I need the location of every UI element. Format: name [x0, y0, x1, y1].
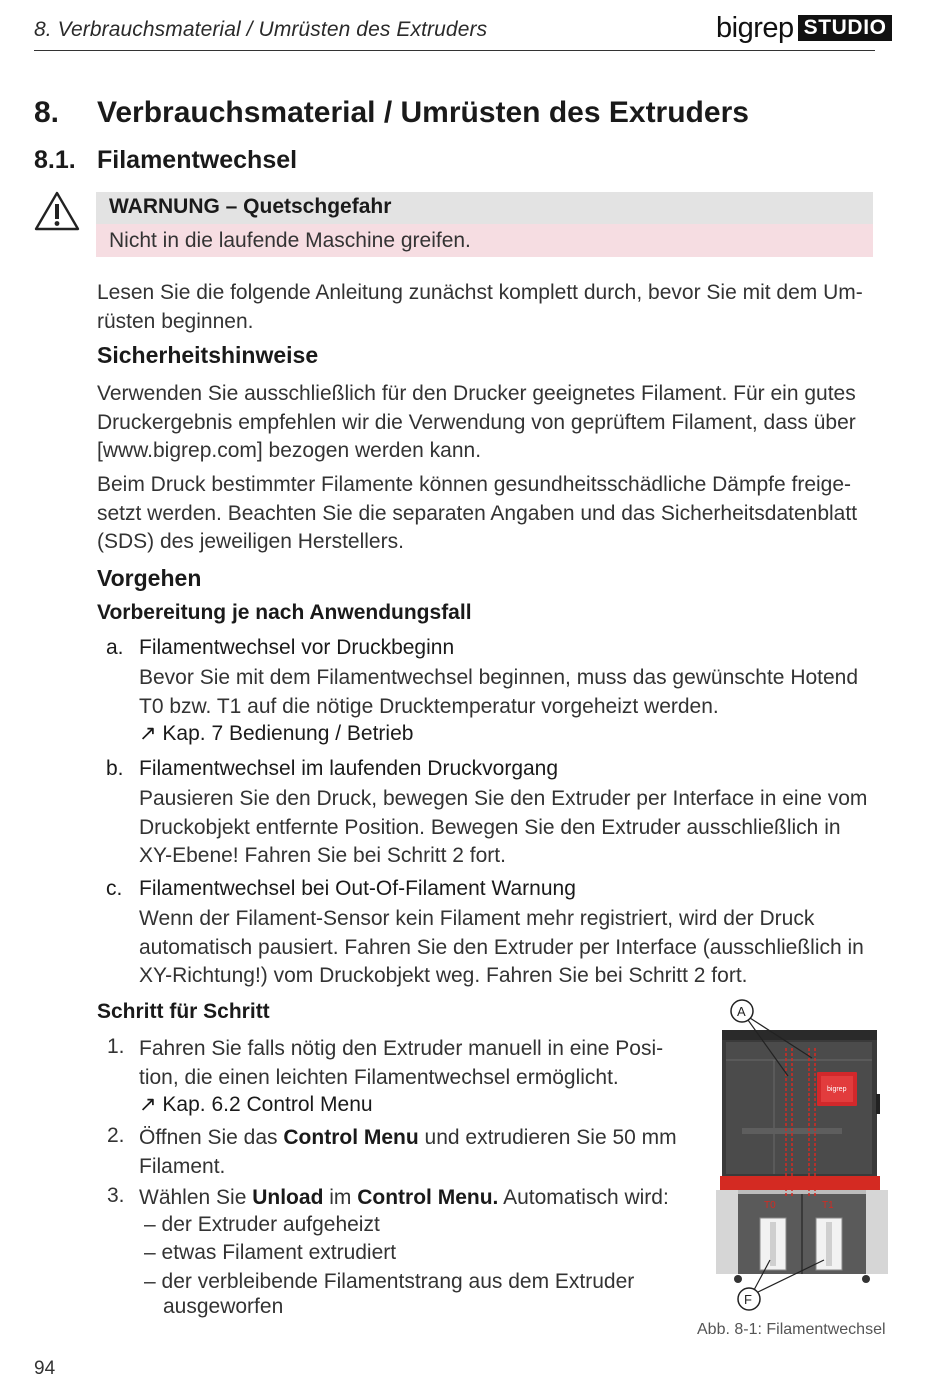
label-f: F — [744, 1292, 752, 1307]
paragraph-line: Fahren Sie falls nötig den Extruder manuell in eine Posi- — [139, 1037, 664, 1060]
dash-item: – der Extruder aufgeheizt — [144, 1213, 380, 1236]
paragraph-line: tion, die einen leichten Filamentwechsel ermöglicht. — [139, 1065, 619, 1089]
figure-caption: Abb. 8-1: Filamentwechsel — [697, 1321, 886, 1338]
page-number: 94 — [34, 1358, 56, 1379]
paragraph-line: Pausieren Sie den Druck, bewegen Sie den Extruder per Interface in eine vom — [139, 787, 868, 810]
label-a: A — [737, 1004, 746, 1019]
case-b-title: Filamentwechsel im laufenden Druckvorgang — [139, 757, 559, 780]
paragraph-line: Druckobjekt entfernte Position. Bewegen Sie den Extruder ausschließlich in — [139, 815, 841, 839]
warning-body — [96, 224, 873, 257]
paragraph-line: (SDS) des jeweiligen Herstellers. — [97, 530, 404, 553]
case-a-title: Filamentwechsel vor Druckbeginn — [139, 636, 455, 659]
step-1-marker: 1. — [107, 1035, 125, 1058]
control-menu-term: Control Menu — [283, 1126, 419, 1149]
step-2-text — [139, 1124, 699, 1181]
section-title: Filamentwechsel — [97, 146, 298, 174]
dash-item-continuation: ausgeworfen — [163, 1295, 284, 1318]
paragraph-line: XY-Richtung!) vom Druckobjekt weg. Fahren Sie bei Schritt 2 fort. — [139, 964, 748, 987]
safety-heading: Sicherheitshinweise — [97, 342, 319, 368]
chapter-title: Verbrauchsmaterial / Umrüsten des Extruders — [97, 96, 749, 129]
paragraph-line: Verwenden Sie ausschließlich für den Drucker geeignetes Filament. Für ein gutes — [97, 382, 856, 405]
step-1-reference-link[interactable]: ↗ Kap. 6.2 Control Menu — [139, 1093, 373, 1116]
paragraph-line: [www.bigrep.com] bezogen werden kann. — [97, 439, 482, 462]
text-run: und extrudieren Sie 50 mm — [418, 1126, 677, 1149]
paragraph-line: Filament. — [139, 1154, 226, 1178]
unload-term: Unload — [252, 1186, 324, 1209]
case-c-marker: c. — [106, 877, 123, 900]
safety-paragraph-2 — [97, 471, 877, 557]
control-menu-term: Control Menu. — [357, 1186, 499, 1209]
dash-item: – der verbleibende Filamentstrang aus dem Extruder — [144, 1270, 635, 1293]
paragraph-line: Beim Druck bestimmter Filamente können gesundheitsschädliche Dämpfe freige- — [97, 473, 852, 496]
text-run: im — [323, 1186, 358, 1209]
procedure-heading: Vorgehen — [97, 565, 202, 591]
case-a-body — [139, 664, 879, 721]
text-run: Wählen Sie — [139, 1186, 253, 1209]
case-a-marker: a. — [106, 636, 124, 659]
dash-item: – etwas Filament extrudiert — [144, 1241, 397, 1264]
paragraph-line — [139, 1184, 699, 1213]
paragraph-line: Bevor Sie mit dem Filamentwechsel beginnen, muss das gewünschte Hotend — [139, 666, 859, 689]
text-run: Automatisch wird: — [498, 1186, 669, 1209]
running-header-title: 8. Verbrauchsmaterial / Umrüsten des Extruders — [34, 18, 488, 41]
intro-paragraph — [97, 279, 877, 336]
step-3-text — [139, 1184, 699, 1213]
intro-line: rüsten beginnen. — [97, 309, 254, 333]
logo-word: bigrep — [716, 11, 794, 44]
screen-text: bigrep — [827, 1086, 847, 1093]
paragraph-line: automatisch pausiert. Fahren Sie den Extruder per Interface (ausschließlich in — [139, 935, 864, 959]
safety-paragraph-1 — [97, 380, 877, 466]
paragraph-line — [139, 1124, 699, 1153]
paragraph-line: setzt werden. Beachten Sie die separaten Angaben und das Sicherheitsdatenblatt — [97, 501, 858, 525]
paragraph-line: XY-Ebene! Fahren Sie bei Schritt 2 fort. — [139, 844, 506, 867]
t1-label: T1 — [822, 1200, 834, 1211]
paragraph-line: Druckergebnis empfehlen wir die Verwendung von geprüftem Filament, dass über — [97, 410, 856, 434]
case-c-body — [139, 905, 879, 991]
case-c-title: Filamentwechsel bei Out-Of-Filament Warnung — [139, 877, 576, 900]
section-number: 8.1. — [34, 146, 76, 174]
bigrep-studio-logo — [716, 11, 892, 45]
warning-title: WARNUNG – Quetschgefahr — [109, 195, 392, 218]
warning-text: Nicht in die laufende Maschine greifen. — [109, 229, 471, 252]
warning-header — [96, 192, 873, 224]
intro-line: Lesen Sie die folgende Anleitung zunächst komplett durch, bevor Sie mit dem Um- — [97, 281, 863, 304]
steps-heading: Schritt für Schritt — [97, 1000, 270, 1023]
t0-label: T0 — [764, 1200, 776, 1211]
logo-badge: STUDIO — [798, 15, 892, 41]
chapter-number: 8. — [34, 96, 60, 129]
step-3-marker: 3. — [107, 1184, 125, 1207]
warning-triangle-icon — [34, 191, 80, 231]
paragraph-line: Wenn der Filament-Sensor kein Filament mehr registriert, wird der Druck — [139, 907, 815, 930]
text-run: Öffnen Sie das — [139, 1126, 284, 1149]
case-b-marker: b. — [106, 757, 124, 780]
step-1-text — [139, 1035, 699, 1092]
header-divider — [34, 50, 875, 51]
case-a-reference-link[interactable]: ↗ Kap. 7 Bedienung / Betrieb — [139, 722, 414, 745]
step-2-marker: 2. — [107, 1124, 125, 1147]
printer-illustration — [712, 998, 892, 1316]
case-b-body — [139, 785, 879, 871]
procedure-subheading: Vorbereitung je nach Anwendungsfall — [97, 601, 472, 624]
paragraph-line: T0 bzw. T1 auf die nötige Drucktemperatur vorgeheizt werden. — [139, 694, 719, 718]
